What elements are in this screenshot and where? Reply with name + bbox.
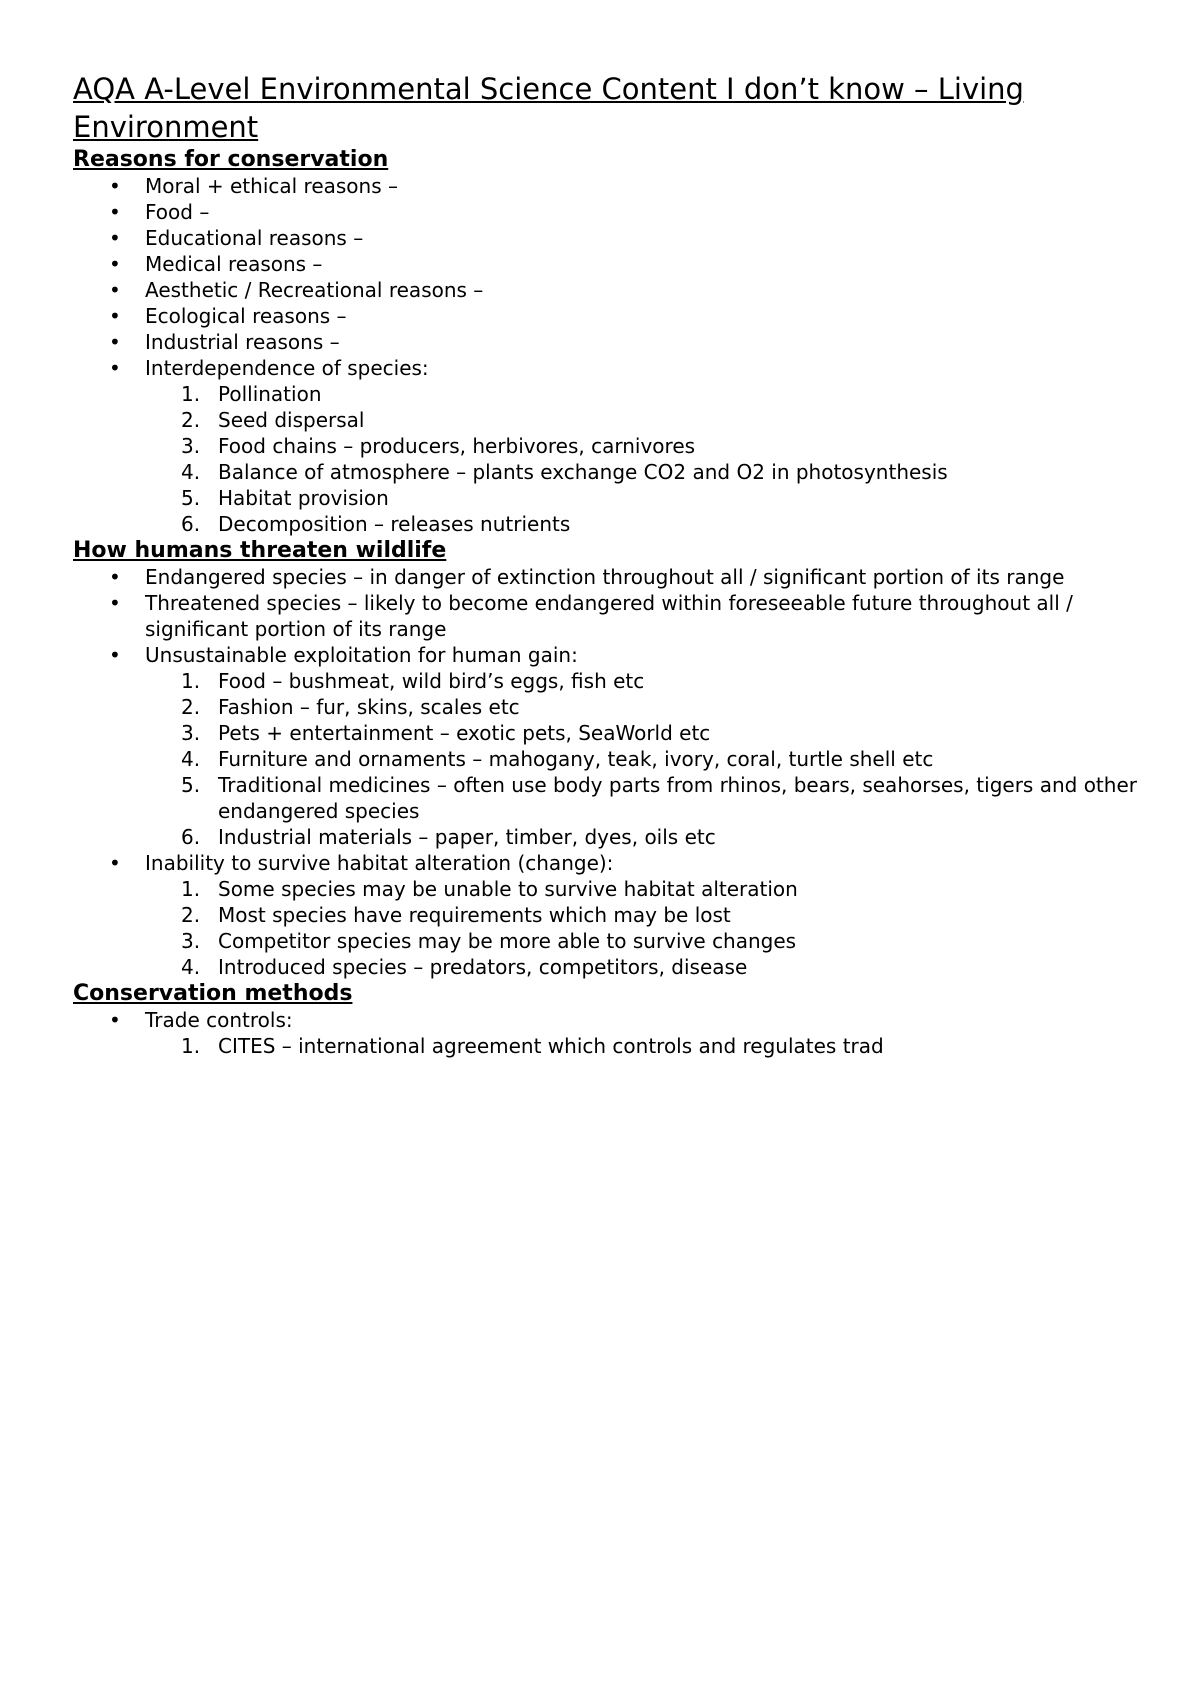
bullet-text: Threatened species – likely to become endangered within foreseeable future throughout all / significant portion of its range xyxy=(145,591,1073,641)
bullet-text: Inability to survive habitat alteration (change): xyxy=(145,851,614,875)
item-number: 2. xyxy=(181,695,201,719)
numbered-item-text: Most species have requirements which may be lost xyxy=(218,903,731,927)
item-number: 4. xyxy=(181,955,201,979)
numbered-item xyxy=(73,381,1153,407)
bullet-text: Trade controls: xyxy=(145,1008,293,1032)
bullet-icon: • xyxy=(109,643,121,667)
numbered-item xyxy=(73,876,1153,902)
item-number: 4. xyxy=(181,460,201,484)
bullet-icon: • xyxy=(109,1008,121,1032)
numbered-list xyxy=(145,876,1153,980)
section-heading: Conservation methods xyxy=(73,981,353,1006)
numbered-item xyxy=(73,954,1153,980)
numbered-item-text: Balance of atmosphere – plants exchange CO2 and O2 in photosynthesis xyxy=(218,460,948,484)
bullet-icon: • xyxy=(109,851,121,875)
bullet-icon: • xyxy=(109,278,121,302)
numbered-list xyxy=(145,1033,1153,1059)
item-number: 2. xyxy=(181,903,201,927)
bullet-icon: • xyxy=(109,200,121,224)
numbered-item-text: Decomposition – releases nutrients xyxy=(218,512,571,536)
section-heading: How humans threaten wildlife xyxy=(73,538,447,563)
numbered-item-text: Some species may be unable to survive habitat alteration xyxy=(218,877,798,901)
numbered-item xyxy=(73,1033,1153,1059)
numbered-item-text: Introduced species – predators, competitors, disease xyxy=(218,955,748,979)
bullet-text: Food – xyxy=(145,200,210,224)
bullet-icon: • xyxy=(109,591,121,615)
bullet-icon: • xyxy=(109,252,121,276)
numbered-item xyxy=(73,746,1153,772)
numbered-item xyxy=(73,928,1153,954)
numbered-item xyxy=(73,407,1153,433)
numbered-item-text: Food chains – producers, herbivores, carnivores xyxy=(218,434,696,458)
item-number: 1. xyxy=(181,1034,201,1058)
bullet-text: Endangered species – in danger of extinction throughout all / significant portion of its range xyxy=(145,565,1065,589)
item-number: 5. xyxy=(181,486,201,510)
bullet-text: Ecological reasons – xyxy=(145,304,347,328)
numbered-item xyxy=(73,772,1153,824)
numbered-list xyxy=(145,381,1153,537)
numbered-item-text: CITES – international agreement which controls and regulates trad xyxy=(218,1034,884,1058)
bullet-list xyxy=(73,564,1153,980)
bullet-list xyxy=(73,1007,1153,1059)
bullet-icon: • xyxy=(109,226,121,250)
bullet-icon: • xyxy=(109,174,121,198)
numbered-item-text: Habitat provision xyxy=(218,486,389,510)
bullet-text: Medical reasons – xyxy=(145,252,323,276)
bullet-text: Interdependence of species: xyxy=(145,356,429,380)
bullet-item xyxy=(73,1007,1153,1059)
numbered-item-text: Competitor species may be more able to survive changes xyxy=(218,929,797,953)
bullet-item xyxy=(73,329,1153,355)
bullet-item xyxy=(73,277,1153,303)
bullet-text: Aesthetic / Recreational reasons – xyxy=(145,278,484,302)
numbered-item-text: Pets + entertainment – exotic pets, SeaWorld etc xyxy=(218,721,711,745)
bullet-text: Educational reasons – xyxy=(145,226,364,250)
bullet-item xyxy=(73,590,1153,642)
item-number: 4. xyxy=(181,747,201,771)
numbered-item xyxy=(73,902,1153,928)
bullet-text: Unsustainable exploitation for human gain: xyxy=(145,643,578,667)
numbered-item xyxy=(73,694,1153,720)
bullet-icon: • xyxy=(109,304,121,328)
numbered-list xyxy=(145,668,1153,850)
bullet-item xyxy=(73,225,1153,251)
bullet-item xyxy=(73,564,1153,590)
bullet-text: Industrial reasons – xyxy=(145,330,340,354)
bullet-item xyxy=(73,173,1153,199)
bullet-item xyxy=(73,355,1153,537)
numbered-item-text: Food – bushmeat, wild bird’s eggs, fish etc xyxy=(218,669,645,693)
document-title: AQA A-Level Environmental Science Content I don’t know – Living Environment xyxy=(73,72,1024,144)
bullet-list xyxy=(73,173,1153,537)
bullet-item xyxy=(73,303,1153,329)
item-number: 1. xyxy=(181,669,201,693)
numbered-item-text: Pollination xyxy=(218,382,322,406)
document-page xyxy=(73,70,1153,1059)
numbered-item-text: Furniture and ornaments – mahogany, teak, ivory, coral, turtle shell etc xyxy=(218,747,934,771)
item-number: 6. xyxy=(181,825,201,849)
item-number: 3. xyxy=(181,721,201,745)
numbered-item-text: Fashion – fur, skins, scales etc xyxy=(218,695,520,719)
numbered-item xyxy=(73,720,1153,746)
item-number: 3. xyxy=(181,929,201,953)
item-number: 1. xyxy=(181,877,201,901)
numbered-item xyxy=(73,511,1153,537)
bullet-icon: • xyxy=(109,330,121,354)
numbered-item xyxy=(73,459,1153,485)
numbered-item-text: Industrial materials – paper, timber, dyes, oils etc xyxy=(218,825,716,849)
numbered-item xyxy=(73,485,1153,511)
bullet-item xyxy=(73,642,1153,850)
numbered-item xyxy=(73,824,1153,850)
item-number: 1. xyxy=(181,382,201,406)
item-number: 5. xyxy=(181,773,201,797)
bullet-item xyxy=(73,850,1153,980)
bullet-text: Moral + ethical reasons – xyxy=(145,174,398,198)
bullet-item xyxy=(73,199,1153,225)
bullet-icon: • xyxy=(109,565,121,589)
bullet-item xyxy=(73,251,1153,277)
item-number: 2. xyxy=(181,408,201,432)
numbered-item-text: Traditional medicines – often use body parts from rhinos, bears, seahorses, tigers and other endangered species xyxy=(218,773,1137,823)
numbered-item xyxy=(73,433,1153,459)
item-number: 3. xyxy=(181,434,201,458)
section-heading: Reasons for conservation xyxy=(73,147,389,172)
item-number: 6. xyxy=(181,512,201,536)
document-body xyxy=(73,146,1153,1059)
numbered-item xyxy=(73,668,1153,694)
numbered-item-text: Seed dispersal xyxy=(218,408,365,432)
bullet-icon: • xyxy=(109,356,121,380)
